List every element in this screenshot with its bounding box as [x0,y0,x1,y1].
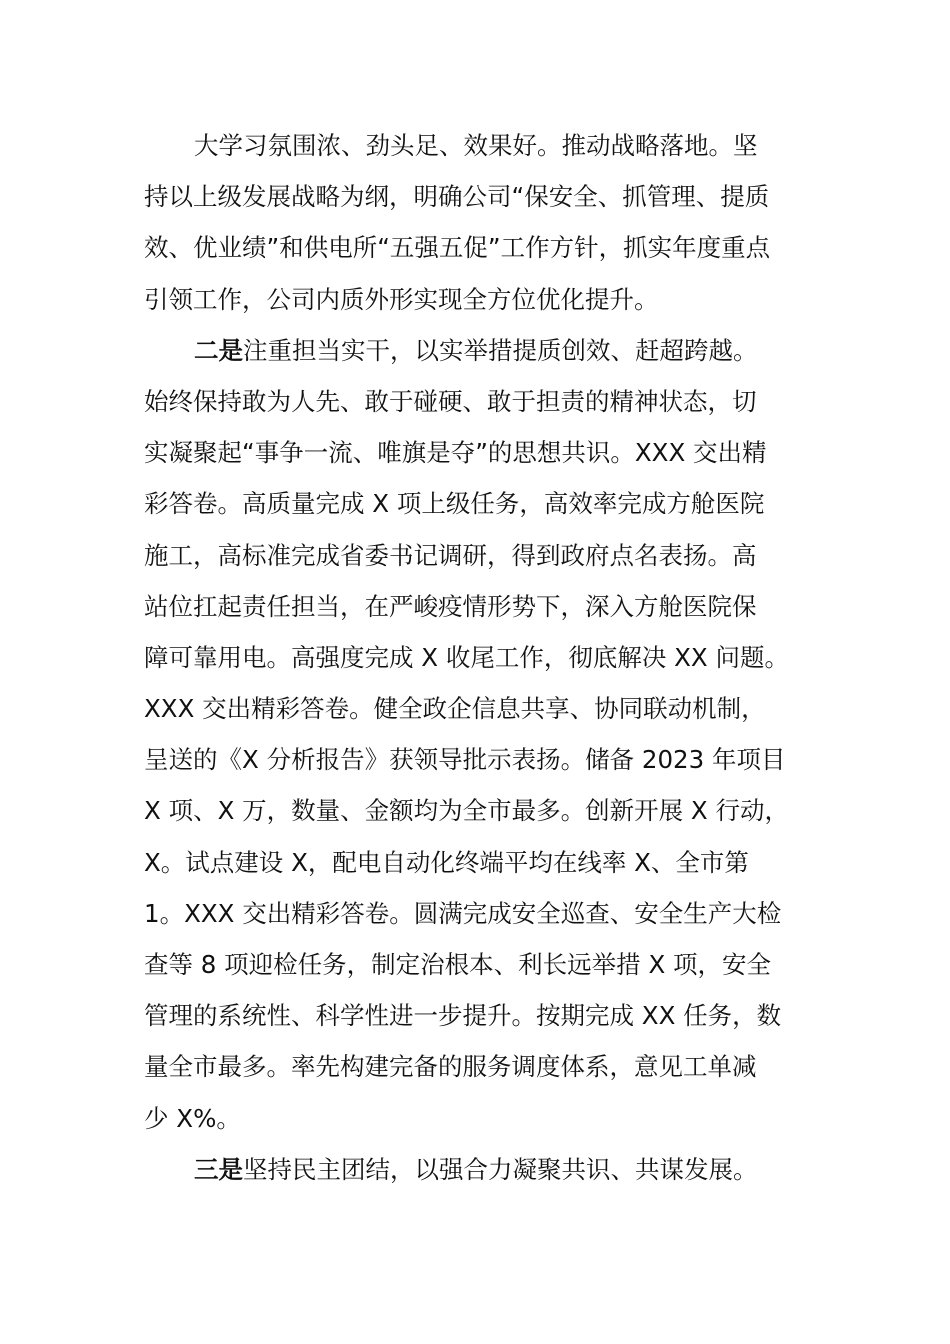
paragraph-lead: 二是 [194,335,243,365]
paragraph-line: X。试点建设 X，配电自动化终端平均在线率 X、全市第 [144,847,749,877]
paragraph-line: 实凝聚起“事争一流、唯旗是夺”的思想共识。XXX 交出精 [144,438,767,468]
paragraph-line: X 项、X 万，数量、金额均为全市最多。创新开展 X 行动， [144,796,790,826]
paragraph-line: 始终保持敢为人先、敢于碰硬、敢于担责的精神状态，切 [144,386,757,416]
paragraph-2 [144,325,824,1144]
paragraph-line-text: 坚持民主团结，以强合力凝聚共识、共谋发展。 [243,1154,758,1184]
paragraph-line: 障可靠用电。高强度完成 X 收尾工作，彻底解决 XX 问题。 [144,642,790,672]
paragraph-line: 持以上级发展战略为纲，明确公司“保安全、抓管理、提质 [144,182,770,212]
paragraph-line-text: 注重担当实干，以实举措提质创效、赶超跨越。 [243,335,758,365]
paragraph-line: 引领工作，公司内质外形实现全方位优化提升。 [144,284,659,314]
paragraph-line: 大学习氛围浓、劲头足、效果好。推动战略落地。坚 [194,131,758,160]
paragraph-line: 查等 8 项迎检任务，制定治根本、利长远举措 X 项，安全 [144,950,772,979]
paragraph-line: 1。XXX 交出精彩答卷。圆满完成安全巡查、安全生产大检 [144,898,782,928]
paragraph-3 [144,1144,824,1195]
paragraph-line: 呈送的《X 分析报告》获领导批示表扬。储备 2023 年项目 [144,745,786,775]
paragraph-line: XXX 交出精彩答卷。健全政企信息共享、协同联动机制， [144,694,766,724]
paragraph-line: 施工，高标准完成省委书记调研，得到政府点名表扬。高 [144,540,757,570]
document-body [144,120,824,1195]
paragraph-line: 少 X%。 [144,1103,241,1133]
paragraph-first-line [144,1144,824,1195]
paragraph-line: 量全市最多。率先构建完备的服务调度体系，意见工单减 [144,1052,757,1082]
paragraph-line: 彩答卷。高质量完成 X 项上级任务，高效率完成方舱医院 [144,489,765,519]
paragraph-line: 效、优业绩”和供电所“五强五促”工作方针，抓实年度重点 [144,233,771,263]
paragraph-lead: 三是 [194,1154,243,1184]
paragraph-1 [144,120,824,325]
paragraph-first-line [144,325,824,376]
paragraph-line: 管理的系统性、科学性进一步提升。按期完成 XX 任务，数 [144,1001,782,1031]
paragraph-line: 站位扛起责任担当，在严峻疫情形势下，深入方舱医院保 [144,591,757,621]
